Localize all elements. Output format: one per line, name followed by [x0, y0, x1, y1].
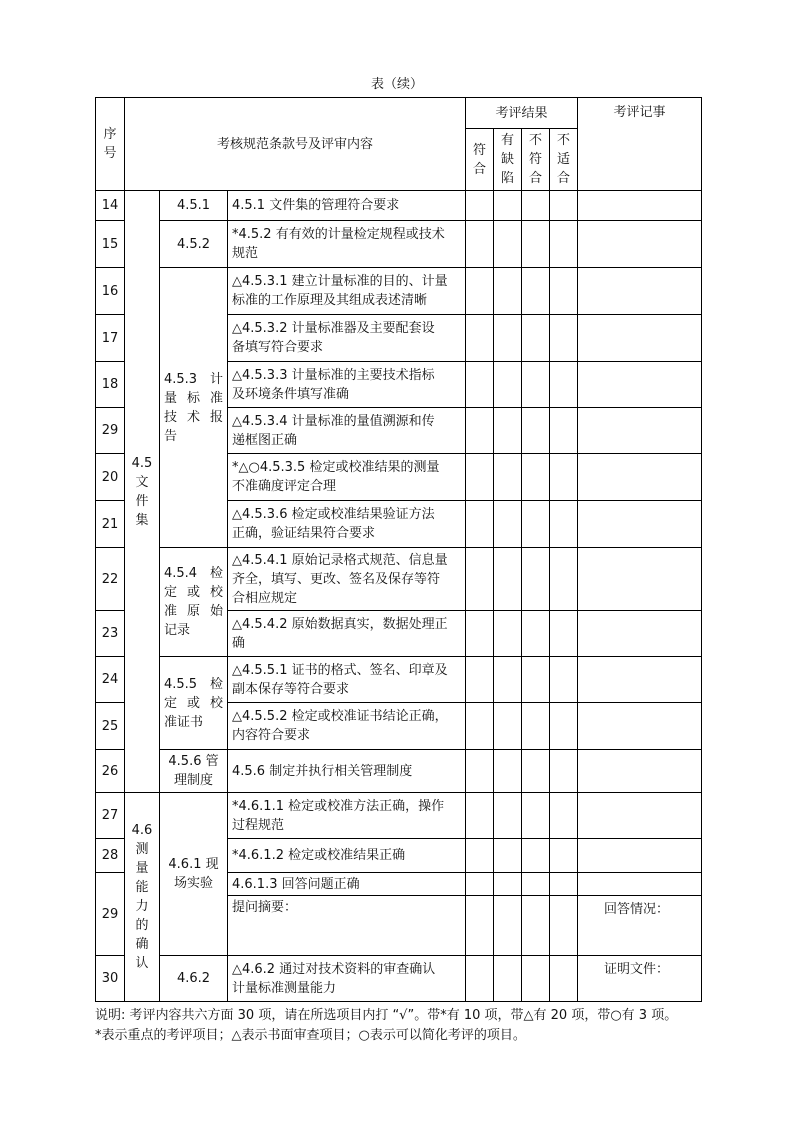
- evaluation-table: [95, 97, 702, 1002]
- check-bu-fu-he[interactable]: [522, 221, 550, 268]
- sub-section-4-5-1: 4.5.1: [160, 191, 228, 221]
- check-bu-shi-he[interactable]: [550, 268, 578, 315]
- notes-cell[interactable]: [578, 362, 702, 408]
- row-number: 15: [96, 221, 125, 268]
- answer-status-field[interactable]: 回答情况：: [578, 896, 702, 956]
- group-4-6: 4.6 测 量 能 力 的 确 认: [125, 793, 160, 1002]
- table-row: [96, 268, 702, 315]
- item-content: △4.5.3.6 检定或校准结果验证方法 正确，验证结果符合要求: [228, 501, 466, 548]
- check-you-que-xian[interactable]: [494, 191, 522, 221]
- check-bu-fu-he[interactable]: [522, 873, 550, 896]
- row-number: 22: [96, 548, 125, 611]
- item-content: 4.5.6 制定并执行相关管理制度: [228, 750, 466, 793]
- row-number: 30: [96, 956, 125, 1002]
- sub-section-4-6-2: 4.6.2: [160, 956, 228, 1002]
- notes-cell[interactable]: [578, 501, 702, 548]
- check-bu-fu-he[interactable]: [522, 793, 550, 839]
- check-you-que-xian[interactable]: [494, 611, 522, 657]
- check-fu-he[interactable]: [466, 793, 494, 839]
- check-you-que-xian[interactable]: [494, 315, 522, 362]
- check-you-que-xian[interactable]: [494, 793, 522, 839]
- check-bu-shi-he[interactable]: [550, 793, 578, 839]
- sub-section-4-5-3: 4.5.3 计 量 标 准 技 术 报 告: [160, 268, 228, 548]
- check-fu-he[interactable]: [466, 750, 494, 793]
- row-number: 25: [96, 703, 125, 750]
- notes-cell[interactable]: [578, 703, 702, 750]
- check-bu-fu-he[interactable]: [522, 315, 550, 362]
- check-bu-fu-he[interactable]: [522, 657, 550, 703]
- check-fu-he[interactable]: [466, 896, 494, 956]
- check-fu-he[interactable]: [466, 315, 494, 362]
- sub-section-4-5-6: 4.5.6 管 理制度: [160, 750, 228, 793]
- check-bu-shi-he[interactable]: [550, 221, 578, 268]
- row-number: 21: [96, 501, 125, 548]
- item-content: *4.6.1.1 检定或校准方法正确，操作 过程规范: [228, 793, 466, 839]
- check-fu-he[interactable]: [466, 703, 494, 750]
- notes-cell[interactable]: [578, 548, 702, 611]
- check-bu-shi-he[interactable]: [550, 611, 578, 657]
- table-row: [96, 191, 702, 221]
- notes-cell[interactable]: [578, 268, 702, 315]
- item-content: △4.5.3.2 计量标准器及主要配套设 备填写符合要求: [228, 315, 466, 362]
- check-you-que-xian[interactable]: [494, 501, 522, 548]
- check-bu-fu-he[interactable]: [522, 191, 550, 221]
- check-fu-he[interactable]: [466, 268, 494, 315]
- row-number: 23: [96, 611, 125, 657]
- item-content: 4.6.1.3 回答问题正确: [228, 873, 466, 896]
- row-number: 28: [96, 839, 125, 873]
- table-caption: 表（续）: [370, 77, 423, 92]
- item-content: △4.5.4.1 原始记录格式规范、信息量 齐全，填写、更改、签名及保存等符 合相应规定: [228, 548, 466, 611]
- item-content: *△○4.5.3.5 检定或校准结果的测量 不准确度评定合理: [228, 454, 466, 501]
- check-fu-he[interactable]: [466, 548, 494, 611]
- check-you-que-xian[interactable]: [494, 896, 522, 956]
- sub-section-4-5-4: 4.5.4 检 定 或 校 准 原 始 记录: [160, 548, 228, 657]
- check-fu-he[interactable]: [466, 956, 494, 1002]
- item-content: △4.5.3.1 建立计量标准的目的、计量 标准的工作原理及其组成表述清晰: [228, 268, 466, 315]
- check-fu-he[interactable]: [466, 839, 494, 873]
- header-you-que-xian: 有 缺 陷: [494, 129, 522, 191]
- table-row: [96, 793, 702, 839]
- check-bu-fu-he[interactable]: [522, 268, 550, 315]
- footnote-line-1: 说明: 考评内容共六方面 30 项，请在所选项目内打 “√”。带*有 10 项，带△有 20 项，带○有 3 项。: [95, 1008, 678, 1023]
- check-bu-fu-he[interactable]: [522, 454, 550, 501]
- check-bu-shi-he[interactable]: [550, 703, 578, 750]
- check-bu-fu-he[interactable]: [522, 548, 550, 611]
- check-bu-shi-he[interactable]: [550, 750, 578, 793]
- check-bu-fu-he[interactable]: [522, 611, 550, 657]
- check-bu-shi-he[interactable]: [550, 839, 578, 873]
- group-4-5: 4.5 文 件 集: [125, 191, 160, 793]
- notes-cell[interactable]: [578, 750, 702, 793]
- notes-cell[interactable]: [578, 221, 702, 268]
- header-content: 考核规范条款号及评审内容: [125, 98, 466, 191]
- footnote: [95, 1006, 735, 1046]
- check-fu-he[interactable]: [466, 362, 494, 408]
- check-you-que-xian[interactable]: [494, 956, 522, 1002]
- header-bu-fu-he: 不 符 合: [522, 129, 550, 191]
- proof-document-field[interactable]: 证明文件：: [578, 956, 702, 1002]
- row-number: 29: [96, 408, 125, 454]
- check-bu-shi-he[interactable]: [550, 873, 578, 896]
- check-you-que-xian[interactable]: [494, 873, 522, 896]
- check-you-que-xian[interactable]: [494, 548, 522, 611]
- row-number: 14: [96, 191, 125, 221]
- item-content: △4.6.2 通过对技术资料的审查确认 计量标准测量能力: [228, 956, 466, 1002]
- table-row: [96, 657, 702, 703]
- header-result-group: 考评结果: [466, 98, 578, 129]
- check-bu-fu-he[interactable]: [522, 703, 550, 750]
- sub-section-4-6-1: 4.6.1 现 场实验: [160, 793, 228, 956]
- table-row: [96, 221, 702, 268]
- check-you-que-xian[interactable]: [494, 408, 522, 454]
- row-number: 27: [96, 793, 125, 839]
- check-fu-he[interactable]: [466, 191, 494, 221]
- check-you-que-xian[interactable]: [494, 221, 522, 268]
- check-bu-shi-he[interactable]: [550, 956, 578, 1002]
- check-you-que-xian[interactable]: [494, 454, 522, 501]
- check-you-que-xian[interactable]: [494, 268, 522, 315]
- check-bu-fu-he[interactable]: [522, 362, 550, 408]
- sub-section-4-5-5: 4.5.5 检 定 或 校 准证书: [160, 657, 228, 750]
- item-content: △4.5.5.1 证书的格式、签名、印章及 副本保存等符合要求: [228, 657, 466, 703]
- header-seq: 序号: [96, 98, 125, 191]
- row-number: 20: [96, 454, 125, 501]
- check-bu-shi-he[interactable]: [550, 408, 578, 454]
- header-notes: 考评记事: [578, 98, 702, 191]
- check-bu-shi-he[interactable]: [550, 548, 578, 611]
- check-bu-shi-he[interactable]: [550, 315, 578, 362]
- row-number: 17: [96, 315, 125, 362]
- item-content: △4.5.3.3 计量标准的主要技术指标 及环境条件填写准确: [228, 362, 466, 408]
- check-fu-he[interactable]: [466, 611, 494, 657]
- item-content: *4.6.1.2 检定或校准结果正确: [228, 839, 466, 873]
- check-bu-shi-he[interactable]: [550, 454, 578, 501]
- check-bu-fu-he[interactable]: [522, 956, 550, 1002]
- notes-cell[interactable]: [578, 793, 702, 839]
- check-fu-he[interactable]: [466, 221, 494, 268]
- item-content: △4.5.5.2 检定或校准证书结论正确， 内容符合要求: [228, 703, 466, 750]
- notes-cell[interactable]: [578, 454, 702, 501]
- table-row: [96, 956, 702, 1002]
- check-bu-fu-he[interactable]: [522, 501, 550, 548]
- check-you-que-xian[interactable]: [494, 362, 522, 408]
- check-fu-he[interactable]: [466, 873, 494, 896]
- row-number: 16: [96, 268, 125, 315]
- check-bu-fu-he[interactable]: [522, 839, 550, 873]
- check-you-que-xian[interactable]: [494, 750, 522, 793]
- check-bu-shi-he[interactable]: [550, 191, 578, 221]
- check-fu-he[interactable]: [466, 657, 494, 703]
- item-content: 4.5.1 文件集的管理符合要求: [228, 191, 466, 221]
- row-number: 29: [96, 873, 125, 956]
- header-bu-shi-he: 不 适 合: [550, 129, 578, 191]
- check-bu-shi-he[interactable]: [550, 657, 578, 703]
- item-content: △4.5.3.4 计量标准的量值溯源和传 递框图正确: [228, 408, 466, 454]
- question-summary-field[interactable]: 提问摘要：: [228, 896, 466, 956]
- table-row: [96, 548, 702, 611]
- header-fu-he: 符 合: [466, 129, 494, 191]
- check-you-que-xian[interactable]: [494, 703, 522, 750]
- row-number: 26: [96, 750, 125, 793]
- check-bu-fu-he[interactable]: [522, 896, 550, 956]
- check-you-que-xian[interactable]: [494, 839, 522, 873]
- check-you-que-xian[interactable]: [494, 657, 522, 703]
- item-content: △4.5.4.2 原始数据真实，数据处理正 确: [228, 611, 466, 657]
- row-number: 24: [96, 657, 125, 703]
- check-fu-he[interactable]: [466, 501, 494, 548]
- footnote-line-2: *表示重点的考评项目；△表示书面审查项目；○表示可以简化考评的项目。: [95, 1028, 526, 1043]
- notes-cell[interactable]: [578, 839, 702, 873]
- check-bu-fu-he[interactable]: [522, 750, 550, 793]
- item-content: *4.5.2 有有效的计量检定规程或技术 规范: [228, 221, 466, 268]
- sub-section-4-5-2: 4.5.2: [160, 221, 228, 268]
- check-bu-shi-he[interactable]: [550, 501, 578, 548]
- notes-cell[interactable]: [578, 315, 702, 362]
- notes-cell[interactable]: [578, 191, 702, 221]
- notes-cell[interactable]: [578, 873, 702, 896]
- row-number: 18: [96, 362, 125, 408]
- check-fu-he[interactable]: [466, 454, 494, 501]
- notes-cell[interactable]: [578, 611, 702, 657]
- notes-cell[interactable]: [578, 408, 702, 454]
- check-fu-he[interactable]: [466, 408, 494, 454]
- table-row: [96, 750, 702, 793]
- notes-cell[interactable]: [578, 657, 702, 703]
- check-bu-shi-he[interactable]: [550, 896, 578, 956]
- check-bu-fu-he[interactable]: [522, 408, 550, 454]
- check-bu-shi-he[interactable]: [550, 362, 578, 408]
